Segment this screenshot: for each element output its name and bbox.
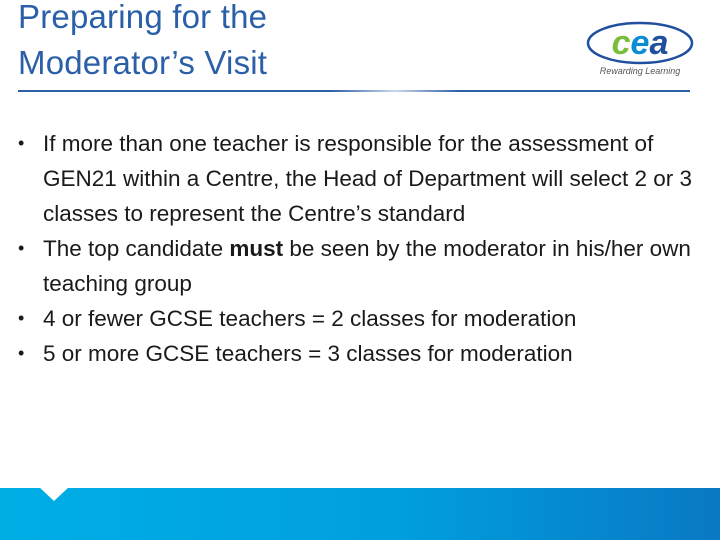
title-line-1: Preparing for the — [18, 0, 268, 35]
bullet-icon: • — [18, 238, 25, 258]
title-underline-fade — [330, 88, 460, 92]
footer-notch — [38, 486, 70, 501]
bullet-text: If more than one teacher is responsible for the assessment of GEN21 within a Centre, the Head of Department will select 2 or 3 classes to represent the Centre’s standard — [43, 131, 693, 226]
bullet-text: 5 or more GCSE teachers = 3 classes for moderation — [43, 341, 573, 366]
bullet-icon: • — [18, 343, 25, 363]
logo-letter-a: a — [649, 24, 669, 62]
bullet-item — [18, 126, 704, 231]
cea-logo-mark — [585, 20, 695, 66]
slide-title — [18, 0, 458, 86]
bullet-icon: • — [18, 133, 25, 153]
logo-text — [612, 24, 669, 62]
bullet-item — [18, 336, 704, 371]
footer-band — [0, 488, 720, 540]
bullet-item — [18, 301, 704, 336]
bullet-text-after: be seen by the moderator in his/her own teaching group — [43, 236, 691, 296]
logo-tagline: Rewarding Learning — [599, 66, 681, 76]
logo-letter-e: e — [630, 24, 650, 62]
bullet-item — [18, 231, 704, 301]
bullet-text-emphasis: must — [229, 236, 284, 261]
bullet-text-before: The top candidate — [43, 236, 230, 261]
logo-letter-c: c — [611, 24, 631, 62]
bullet-list — [18, 126, 704, 371]
cea-logo — [585, 20, 695, 80]
title-line-2: Moderator’s Visit — [18, 44, 268, 81]
bullet-icon: • — [18, 308, 25, 328]
bullet-text: 4 or fewer GCSE teachers = 2 classes for moderation — [43, 306, 577, 331]
